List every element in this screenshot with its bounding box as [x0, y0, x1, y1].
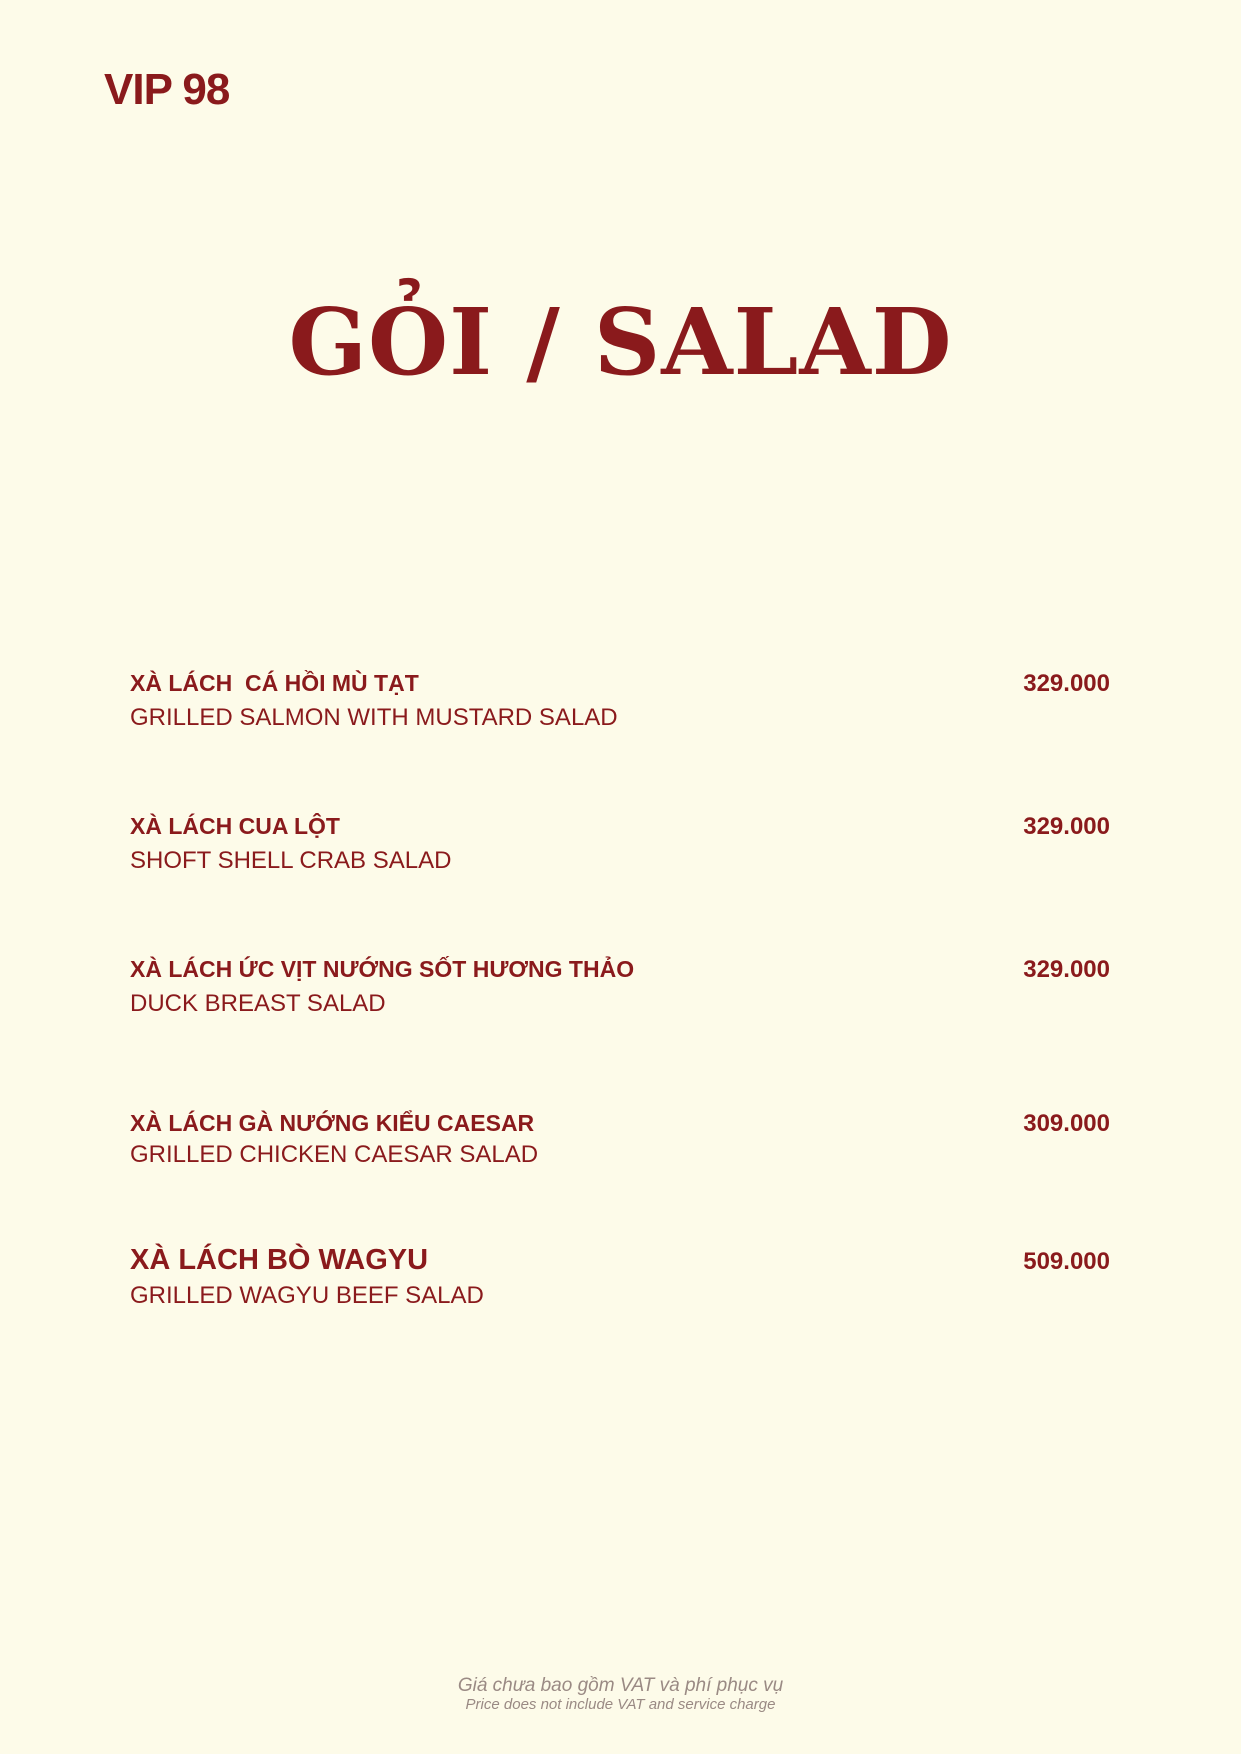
section-title: GỎI / SALAD: [288, 288, 953, 396]
menu-item: [130, 958, 1110, 1016]
menu-item-english-name: GRILLED SALMON WITH MUSTARD SALAD: [130, 704, 618, 731]
menu-item-english-name: GRILLED CHICKEN CAESAR SALAD: [130, 1141, 539, 1168]
menu-item-english-name: DUCK BREAST SALAD: [130, 990, 386, 1017]
disclaimer-vietnamese: Giá chưa bao gồm VAT và phí phục vụ: [457, 1675, 784, 1696]
menu-item: [130, 815, 1110, 873]
price-disclaimer: [0, 1676, 1241, 1713]
menu-item-vietnamese-name: XÀ LÁCH ỨC VỊT NƯỚNG SỐT HƯƠNG THẢO: [130, 956, 635, 982]
menu-item-english-name: SHOFT SHELL CRAB SALAD: [130, 847, 452, 874]
disclaimer-english: Price does not include VAT and service charge: [465, 1695, 776, 1713]
menu-item-vietnamese-name: XÀ LÁCH CÁ HỒI MÙ TẠT: [130, 670, 419, 696]
menu-item-vietnamese-name: XÀ LÁCH BÒ WAGYU: [130, 1244, 429, 1276]
menu-item-english-name: GRILLED WAGYU BEEF SALAD: [130, 1282, 484, 1309]
menu-item: [130, 1112, 1110, 1167]
menu-item-price: 329.000: [1023, 956, 1110, 983]
menu-item: [130, 1246, 1110, 1308]
menu-item-vietnamese-name: XÀ LÁCH CUA LỘT: [130, 813, 340, 839]
menu-item-price: 309.000: [1023, 1110, 1110, 1137]
menu-item-vietnamese-name: XÀ LÁCH GÀ NƯỚNG KIỂU CAESAR: [130, 1110, 535, 1136]
menu-item-price: 329.000: [1023, 813, 1110, 840]
brand-logo: VIP 98: [104, 65, 230, 114]
menu-item-price: 329.000: [1023, 670, 1110, 697]
menu-item-price: 509.000: [1023, 1248, 1110, 1275]
menu-item: [130, 672, 1110, 730]
